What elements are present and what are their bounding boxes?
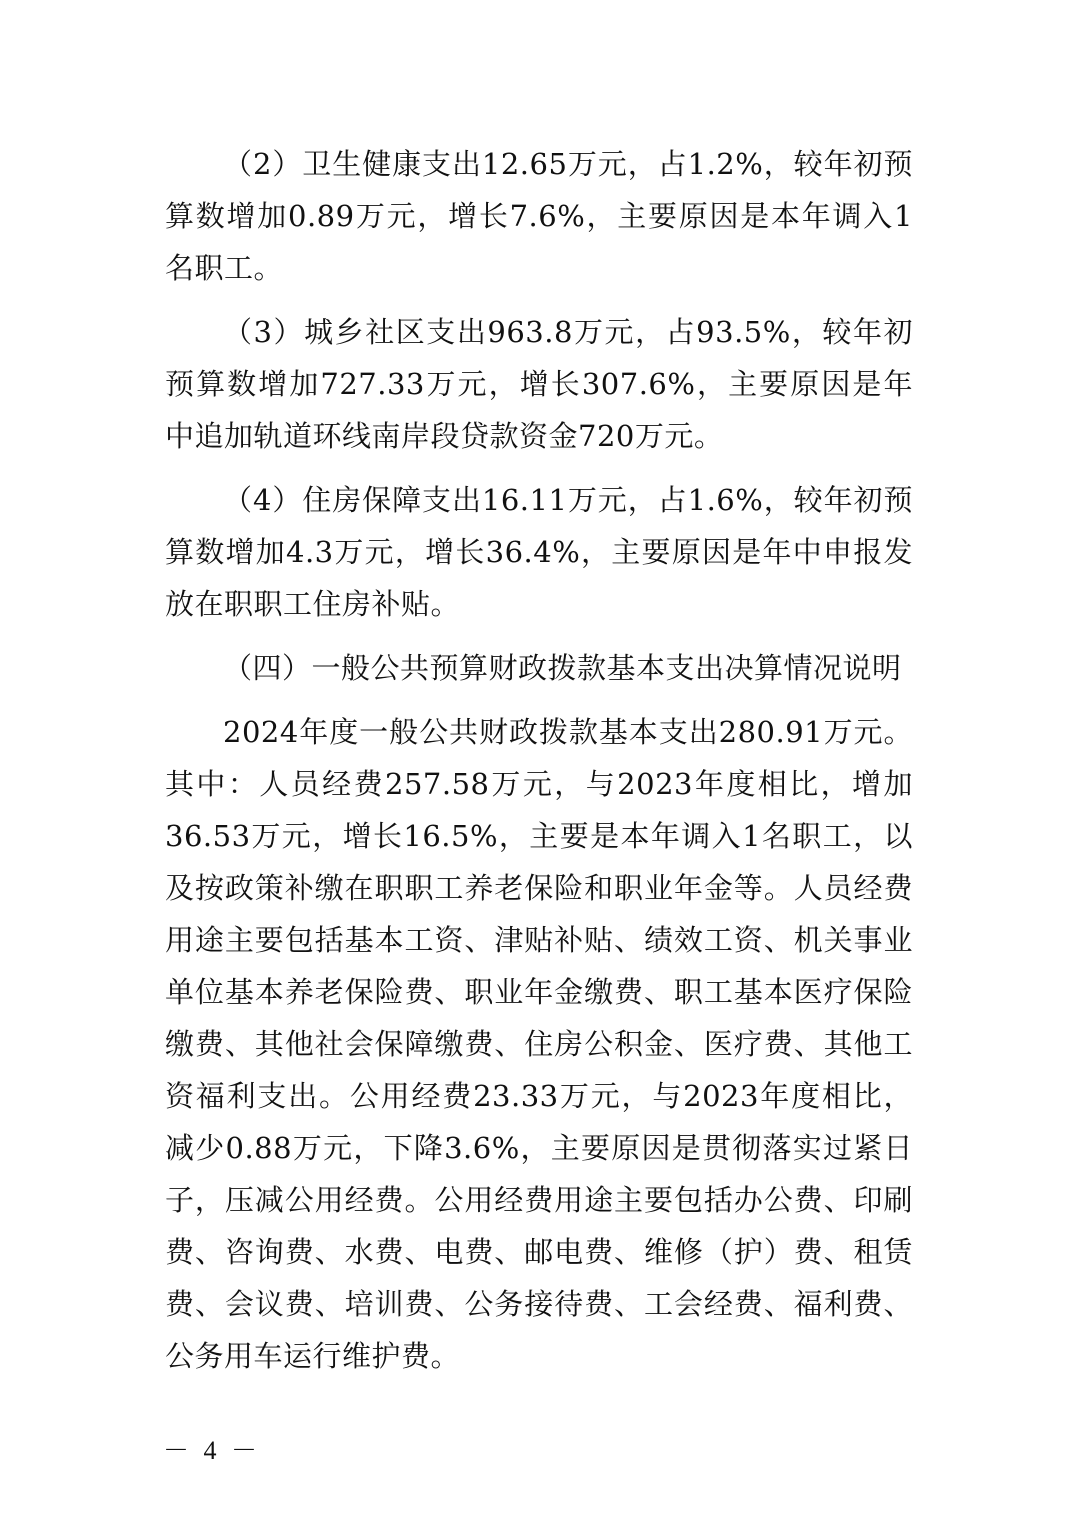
paragraph-housing-expenditure: （4）住房保障支出16.11万元，占1.6%，较年初预算数增加4.3万元，增长36.4%，主要原因是年中申报发放在职职工住房补贴。 (165, 483, 913, 621)
document-body (165, 138, 913, 1382)
paragraph-community-expenditure: （3）城乡社区支出963.8万元，占93.5%，较年初预算数增加727.33万元，增长307.6%，主要原因是年中追加轨道环线南岸段贷款资金720万元。 (165, 315, 913, 453)
paragraph-health-expenditure: （2）卫生健康支出12.65万元，占1.2%，较年初预算数增加0.89万元，增长7.6%，主要原因是本年调入1名职工。 (165, 147, 913, 285)
page-number: － 4 － (163, 1436, 262, 1465)
section-heading: （四）一般公共预算财政拨款基本支出决算情况说明 (223, 651, 902, 685)
paragraph-basic-expenditure: 2024年度一般公共财政拨款基本支出280.91万元。其中：人员经费257.58万元，与2023年度相比，增加36.53万元，增长16.5%，主要是本年调入1名职工，以及按政策补缴在职职工养老保险和职业年金等。人员经费用途主要包括基本工资、津贴补贴、绩效工资、机关事业单位基本养老保险费、职业年金缴费、职工基本医疗保险缴费、其他社会保障缴费、住房公积金、医疗费、其他工资福利支出。公用经费23.33万元，与2023年度相比，减少0.88万元，下降3.6%，主要原因是贯彻落实过紧日子，压减公用经费。公用经费用途主要包括办公费、印刷费、咨询费、水费、电费、邮电费、维修（护）费、租赁费、会议费、培训费、公务接待费、工会经费、福利费、公务用车运行维护费。 (165, 715, 913, 1373)
